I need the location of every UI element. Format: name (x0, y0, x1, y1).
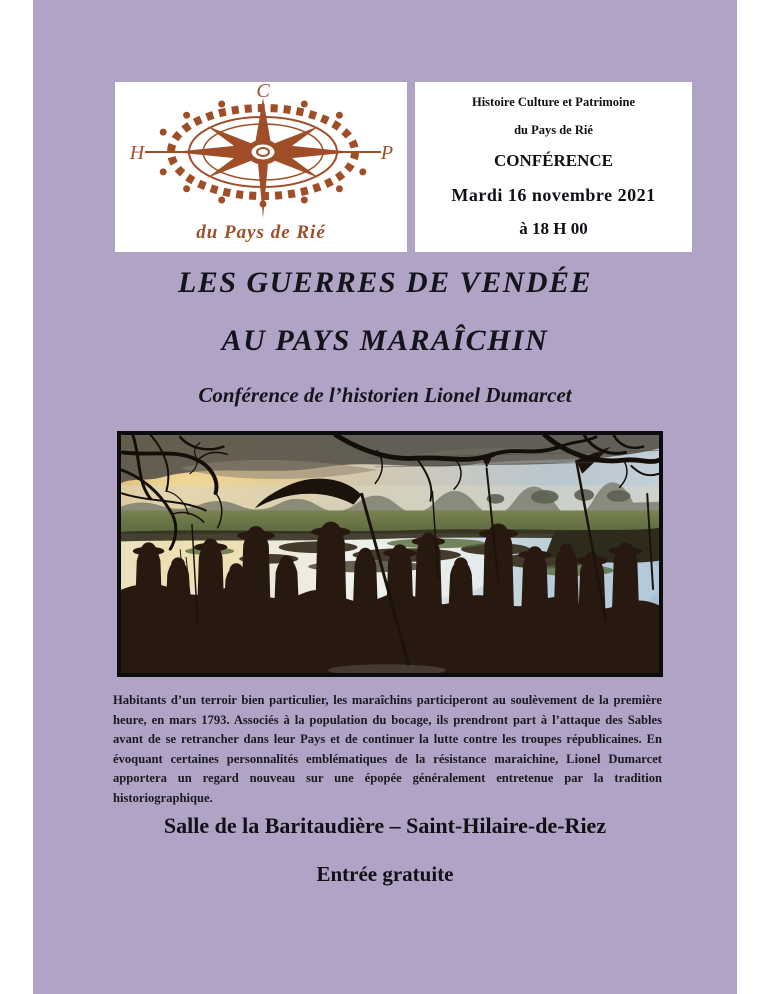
event-description: Habitants d’un terroir bien particulier, les maraîchins participeront au soulèvement de la première heure, en mars 1793. Associés à la population du bocage, ils prendront part à l’attaque des Sables avant de se retrancher dans leur Pays et de continuer la lutte contre les troupes républicaines. En évoquant certaines personnalités emblématiques de la résistance maraichine, Lionel Dumarcet apportera un regard nouveau sur une épopée généralement entretenue par la tradition historiographique. (113, 693, 662, 805)
compass-letter-h: H (129, 142, 145, 164)
info-event-type: CONFÉRENCE (493, 151, 613, 171)
info-association-line1: Histoire Culture et Patrimoine (471, 94, 636, 109)
info-association-line2: du Pays de Rié (514, 123, 593, 138)
info-event-time: à 18 H 00 (519, 219, 588, 239)
poster-title-line2: AU PAYS MARAÎCHIN (221, 324, 549, 357)
venue-line: Salle de la Baritaudière – Saint-Hilaire-de-Riez (163, 813, 607, 838)
info-event-date: Mardi 16 novembre 2021 (451, 184, 656, 205)
admission-line: Entrée gratuite (316, 862, 454, 886)
compass-letter-c: C (256, 82, 270, 102)
logo-caption: du Pays de Rié (196, 222, 326, 243)
compass-letter-p: P (380, 142, 394, 164)
compass-rose-icon (115, 82, 407, 222)
event-photo (117, 431, 663, 677)
poster-subtitle: Conférence de l’historien Lionel Dumarcet (198, 383, 572, 407)
association-logo-box (115, 82, 407, 252)
event-info-box (415, 82, 692, 252)
poster-title-line1: LES GUERRES DE VENDÉE (177, 266, 593, 299)
marsh-silhouettes-illustration (121, 435, 659, 673)
poster-page (33, 0, 737, 994)
